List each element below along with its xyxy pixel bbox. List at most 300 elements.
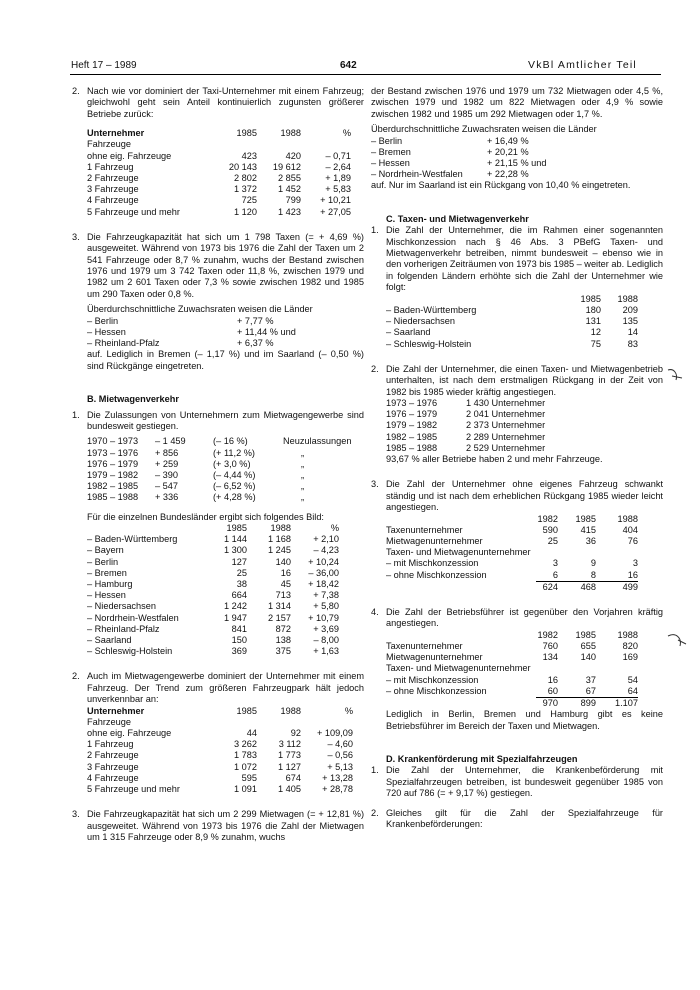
table-header-cell: 1982	[537, 513, 558, 524]
table-row	[87, 207, 351, 218]
table-cell: 1 430 Unternehmer	[466, 397, 546, 408]
table-row	[87, 601, 339, 612]
rental-fleet-table	[87, 706, 353, 796]
table-cell: 1 947	[224, 612, 247, 623]
table-cell: + 1,89	[325, 173, 351, 184]
table-cell: + 336	[155, 492, 179, 503]
table-row	[386, 663, 638, 674]
table-cell: (– 4,44 %)	[213, 469, 256, 480]
table-cell: + 3,69	[313, 623, 339, 634]
table-header-cell	[386, 630, 536, 641]
table-cell: 655	[580, 641, 596, 651]
table-cell: 169	[622, 652, 638, 663]
table-cell: 1 072	[234, 761, 257, 772]
table-cell: + 27,05	[320, 206, 351, 217]
table-cell: 2 157	[268, 612, 291, 623]
table-cell: – 0,56	[327, 750, 353, 761]
item-number: 2.	[371, 363, 379, 374]
table-cell: 404	[622, 524, 638, 535]
table-row	[87, 151, 351, 162]
table-cell: – Berlin	[87, 556, 119, 567]
table-cell: 75	[590, 338, 601, 349]
table-header-row	[386, 630, 638, 641]
table-header-cell: 1985	[575, 513, 596, 524]
paragraph: Die Zahl der Unternehmer, die Krankenbeförderung mit Spezialfahrzeugen betreiben, ist bundesweit gegenüber 1985 von 720 auf 786 (= + 9,17 %) gestiegen.	[386, 765, 663, 799]
table-subheader: Fahrzeuge	[87, 716, 131, 727]
section-title-c: C. Taxen- und Mietwagenverkehr	[386, 213, 529, 224]
table-cell: + 109,09	[316, 728, 353, 739]
table-cell: + 5,83	[325, 184, 351, 195]
table-cell: 760	[542, 641, 558, 651]
table-cell: 135	[622, 316, 638, 327]
header-rule	[70, 74, 661, 75]
table-row	[87, 579, 339, 590]
table-cell: 674	[285, 772, 301, 783]
table-row	[386, 398, 545, 409]
table-cell: – 4,23	[313, 545, 339, 556]
table-cell: ohne eig. Fahrzeuge	[87, 728, 172, 739]
table-header-cell: 1982	[537, 629, 558, 640]
table-cell: Taxen- und Mietwagenunternehmer	[386, 547, 531, 558]
table-cell: 92	[290, 728, 301, 739]
table-cell: 1 144	[224, 534, 247, 545]
table-cell: + 11,44 % und	[237, 326, 296, 337]
table-total-row	[386, 581, 638, 593]
table-cell: – 2,64	[325, 161, 351, 172]
table-cell: 2 855	[278, 173, 301, 184]
table-cell: + 7,77 %	[237, 315, 274, 326]
paragraph: Die Zahl der Betriebsführer ist gegenüber den Vorjahren kräftig angestiegen.	[386, 606, 663, 629]
table-row	[386, 536, 638, 547]
table-row	[87, 316, 296, 327]
table-cell: 209	[622, 304, 638, 315]
table-cell: + 259	[155, 458, 179, 469]
paragraph: auf. Lediglich in Bremen (– 1,17 %) und im Saarland (– 0,50 %) sind Rückgänge eingetreten.	[87, 349, 364, 371]
taxi-item-3	[72, 232, 364, 372]
table-cell: 5 Fahrzeuge und mehr	[87, 784, 180, 795]
growth-intro: Überdurchschnittliche Zuwachsraten weisen die Länder	[87, 304, 313, 315]
table-cell: – 1 459	[155, 436, 186, 447]
table-cell: 83	[627, 338, 638, 349]
table-cell: 2 041 Unternehmer	[466, 409, 546, 420]
item-number: 2.	[72, 86, 80, 96]
table-cell	[386, 698, 536, 710]
table-cell: + 28,78	[322, 784, 353, 795]
item-number: 3.	[72, 231, 80, 242]
table-cell: 1973 – 1976	[87, 447, 139, 458]
growth-intro: Überdurchschnittliche Zuwachsraten weisen die Länder	[371, 124, 597, 135]
table-cell: 1982 – 1985	[386, 431, 438, 442]
paragraph: Gleiches gilt für die Zahl der Spezialfahrzeuge für Krankenbeförderungen:	[386, 807, 663, 830]
table-header-row	[87, 523, 339, 534]
table-cell: 624	[542, 581, 558, 592]
table-cell: + 10,79	[308, 612, 339, 623]
table-cell: – 390	[155, 469, 178, 480]
table-cell: – Hessen	[87, 326, 126, 337]
table-row	[87, 195, 351, 206]
table-cell: – Niedersachsen	[87, 601, 156, 612]
table-row	[87, 750, 353, 761]
table-cell: 664	[231, 590, 247, 601]
table-cell: 36	[585, 535, 596, 546]
table-cell: 2 529 Unternehmer	[466, 442, 546, 453]
table-cell: 44	[246, 728, 257, 739]
table-cell: + 10,24	[308, 556, 339, 567]
table-row	[87, 784, 353, 795]
table-row	[386, 327, 638, 338]
table-cell: 1985 – 1988	[87, 492, 139, 503]
table-cell: 1 783	[234, 750, 257, 761]
table-cell: 1976 – 1979	[87, 458, 139, 469]
table-cell: 1 372	[234, 184, 257, 195]
table-header-cell: 1985	[580, 293, 601, 304]
table-cell: 138	[275, 634, 291, 645]
table-cell: 1 773	[278, 750, 301, 761]
table-cell: Taxenunternehmer	[386, 641, 463, 651]
table-cell: – Schleswig-Holstein	[87, 646, 173, 657]
table-cell: 590	[542, 524, 558, 535]
table-subheader: Fahrzeuge	[87, 139, 131, 150]
table-cell: + 5,13	[327, 761, 353, 772]
table-cell: + 16,49 %	[487, 135, 529, 146]
table-cell: – Rheinland-Pfalz	[87, 338, 160, 349]
item-number: 1.	[72, 409, 80, 420]
table-header-row	[87, 706, 353, 717]
table-cell: 131	[585, 316, 601, 327]
table-cell: + 22,28 %	[487, 169, 529, 180]
note: 93,67 % aller Betriebe haben 2 und mehr Fahrzeuge.	[386, 453, 603, 464]
table-cell: (+ 3,0 %)	[213, 458, 251, 469]
table-cell: + 1,63	[313, 646, 339, 657]
ambulance-item-2	[371, 808, 663, 831]
table-cell: 1979 – 1982	[87, 469, 139, 480]
table-cell: 54	[627, 674, 638, 685]
table-row	[386, 547, 638, 558]
table-header-cell: 1988	[617, 293, 638, 304]
table-header-cell: 1988	[280, 705, 301, 716]
table-header-cell: 1988	[617, 513, 638, 524]
table-cell: 38	[236, 578, 247, 589]
table-cell: 369	[231, 646, 247, 657]
table-row	[87, 492, 351, 503]
table-cell: 2 802	[234, 173, 257, 184]
table-cell: 60	[536, 686, 558, 698]
table-cell: – Hessen	[371, 158, 410, 169]
table-row	[371, 169, 547, 180]
table-cell: 9	[590, 558, 596, 569]
paragraph: Die Zahl der Unternehmer ohne eigenes Fahrzeug schwankt ständig und ist nach dem erheblichen Rückgang 1985 wieder leicht angestiegen.	[386, 479, 663, 513]
table-cell: (+ 4,28 %)	[213, 492, 256, 503]
table-row	[87, 739, 353, 750]
table-header-cell: 1988	[280, 128, 301, 139]
table-cell: 76	[627, 535, 638, 546]
table-row	[87, 773, 353, 784]
table-cell: 64	[596, 686, 638, 698]
table-cell: 1 091	[234, 784, 257, 795]
table-cell: + 2,10	[313, 534, 339, 545]
table-cell: 8	[558, 570, 596, 582]
table-header-cell: 1985	[575, 629, 596, 640]
table-cell: 1 314	[268, 601, 291, 612]
header-publication: VkBl Amtlicher Teil	[528, 59, 637, 71]
table-cell: – Nordrhein-Westfalen	[87, 612, 179, 623]
table-cell: 1 245	[268, 545, 291, 556]
table-row	[386, 432, 545, 443]
table-cell: – Baden-Württemberg	[87, 534, 178, 545]
table-row	[87, 762, 353, 773]
table-row	[386, 558, 638, 569]
table-cell: + 20,21 %	[487, 146, 529, 157]
table-row	[87, 481, 351, 492]
table-header-cell: 1988	[270, 522, 291, 533]
table-cell: 468	[580, 581, 596, 592]
paragraph: Nach wie vor dominiert der Taxi-Unternehmer mit einem Fahrzeug; gleichwohl geht sein Anteil kontinuierlich zugunsten größerer Betriebe zurück:	[87, 86, 364, 119]
table-cell: 5 Fahrzeuge und mehr	[87, 206, 180, 217]
operators-table	[386, 398, 545, 454]
table-header-cell: 1985	[236, 128, 257, 139]
table-row	[371, 158, 547, 169]
item-number: 4.	[371, 606, 379, 617]
table-row	[386, 675, 638, 686]
table-header-cell: 1988	[617, 629, 638, 640]
table-row	[386, 641, 638, 652]
table-cell: (– 16 %)	[213, 436, 248, 447]
no-vehicle-table	[386, 514, 638, 593]
table-cell: 1 Fahrzeug	[87, 739, 134, 750]
table-cell: 37	[585, 674, 596, 685]
table-cell: 970	[542, 698, 558, 709]
table-cell: 1.107	[615, 698, 638, 709]
table-cell: 4 Fahrzeuge	[87, 195, 139, 206]
table-cell: (+ 11,2 %)	[213, 447, 255, 458]
table-cell: (– 6,52 %)	[213, 481, 256, 492]
table-cell: ohne eig. Fahrzeuge	[87, 150, 172, 161]
table-header-cell: %	[330, 522, 339, 533]
table-cell: – Niedersachsen	[386, 316, 455, 327]
table-cell: – Bremen	[371, 146, 411, 157]
table-cell: „	[301, 481, 305, 492]
table-header-cell: Unternehmer	[87, 705, 145, 716]
paragraph: auf. Nur im Saarland ist ein Rückgang von 10,40 % eingetreten.	[371, 180, 631, 191]
mixed-item-1	[371, 225, 663, 349]
table-cell: 2 Fahrzeuge	[87, 750, 139, 761]
table-header-row	[386, 294, 638, 305]
table-cell: 45	[280, 578, 291, 589]
table-cell: 899	[580, 698, 596, 709]
mixed-item-3	[371, 479, 663, 593]
table-header-row	[386, 514, 638, 525]
table-cell: 20 143	[228, 161, 257, 172]
table-row	[87, 728, 353, 739]
table-cell: 1 Fahrzeug	[87, 161, 134, 172]
table-cell: – Saarland	[87, 634, 132, 645]
table-cell: + 10,21	[320, 195, 351, 206]
table-cell: 713	[275, 590, 291, 601]
table-cell: 595	[241, 772, 257, 783]
margin-mark-icon	[666, 366, 686, 384]
table-row	[386, 316, 638, 327]
item-number: 2.	[371, 807, 379, 818]
table-cell: – Saarland	[386, 327, 431, 338]
table-cell: 16	[596, 570, 638, 582]
table-cell: – ohne Mischkonzession	[386, 685, 487, 696]
table-cell: Mietwagenunternehmer	[386, 652, 483, 663]
taxi-fleet-table	[87, 128, 351, 218]
table-cell: – Rheinland-Pfalz	[87, 623, 160, 634]
table-cell: Taxen- und Mietwagenunternehmer	[386, 663, 531, 674]
table-row	[87, 646, 339, 657]
note: Lediglich in Berlin, Bremen und Hamburg gibt es keine Betriebsführer im Bereich der Taxen und Mietwagen.	[386, 709, 663, 731]
table-header-cell	[87, 523, 212, 534]
table-cell: – Berlin	[87, 315, 119, 326]
laender-intro: Für die einzelnen Bundesländer ergibt sich folgendes Bild:	[87, 511, 324, 522]
table-row	[87, 173, 351, 184]
table-cell: 2 Fahrzeuge	[87, 173, 139, 184]
table-row	[386, 525, 638, 536]
table-cell: + 5,80	[313, 601, 339, 612]
header-page-number: 642	[340, 60, 357, 71]
table-cell: 423	[241, 150, 257, 161]
table-cell: 14	[627, 327, 638, 338]
table-cell: 872	[275, 623, 291, 634]
table-cell: – Bremen	[87, 567, 127, 578]
table-cell: 1985 – 1988	[386, 442, 438, 453]
table-cell: 375	[275, 646, 291, 657]
laender-table	[87, 523, 339, 657]
table-header-cell: Unternehmer	[87, 128, 145, 139]
table-cell: – Nordrhein-Westfalen	[371, 169, 463, 180]
table-row	[87, 557, 339, 568]
table-row	[87, 470, 351, 481]
table-cell: – 547	[155, 481, 178, 492]
table-row	[371, 136, 547, 147]
header-issue: Heft 17 – 1989	[71, 60, 137, 71]
table-row	[87, 624, 339, 635]
table-cell: „	[301, 469, 305, 480]
table-cell: 725	[241, 195, 257, 206]
table-cell: 134	[542, 652, 558, 663]
table-cell: – mit Mischkonzession	[386, 674, 479, 685]
margin-mark-icon	[666, 630, 688, 654]
table-row	[386, 570, 638, 582]
table-cell: – Hessen	[87, 590, 126, 601]
table-row	[386, 339, 638, 350]
table-row	[87, 327, 296, 338]
table-cell: 1 405	[278, 784, 301, 795]
table-row	[87, 568, 339, 579]
paragraph: Die Zulassungen von Unternehmern zum Mietwagengewerbe sind bundesweit gestiegen.	[87, 409, 364, 431]
table-header-cell: %	[344, 705, 353, 716]
table-cell: 140	[275, 556, 291, 567]
table-cell: 1 168	[268, 534, 291, 545]
table-cell: – Berlin	[371, 135, 403, 146]
table-cell: 820	[622, 641, 638, 651]
table-row	[87, 613, 339, 624]
table-header-cell: 1985	[236, 705, 257, 716]
table-row	[87, 590, 339, 601]
table-cell: 1 423	[278, 206, 301, 217]
table-cell: 1 242	[224, 601, 247, 612]
table-row	[386, 409, 545, 420]
table-cell: 1 127	[278, 761, 301, 772]
section-title-b: B. Mietwagenverkehr	[87, 394, 179, 405]
table-header-row	[87, 128, 351, 139]
registrations-table	[87, 436, 351, 503]
table-cell: + 7,38	[313, 590, 339, 601]
table-cell: 4 Fahrzeuge	[87, 772, 139, 783]
table-cell: 127	[231, 556, 247, 567]
table-cell: 1979 – 1982	[386, 420, 438, 431]
paragraph: Die Zahl der Unternehmer, die einen Taxen- und Mietwagenbetrieb unterhalten, ist nach dem erstmaligen Rückgang in der Zeit von 1982 bis 1985 wieder kräftig angestiegen.	[386, 363, 663, 397]
table-cell: 67	[558, 686, 596, 698]
table-cell: 25	[236, 567, 247, 578]
table-cell: 3 262	[234, 739, 257, 750]
item-number: 3.	[371, 479, 379, 490]
table-header-cell	[386, 514, 536, 525]
table-cell: – 4,60	[327, 739, 353, 750]
table-cell: 1982 – 1985	[87, 481, 139, 492]
managers-table	[386, 630, 638, 709]
table-cell: 1 452	[278, 184, 301, 195]
table-cell: + 18,42	[308, 578, 339, 589]
ambulance-item-1	[371, 765, 663, 799]
table-cell: – Hamburg	[87, 578, 133, 589]
table-cell: „	[301, 447, 305, 458]
table-cell: 799	[285, 195, 301, 206]
table-cell: – ohne Mischkonzession	[386, 569, 487, 580]
table-cell: 6	[536, 570, 558, 582]
section-title-d: D. Krankenförderung mit Spezialfahrzeugen	[386, 754, 578, 765]
table-cell: – Bayern	[87, 545, 124, 556]
table-cell: – Baden-Württemberg	[386, 304, 477, 315]
table-row	[87, 436, 351, 447]
table-header-cell: 1985	[226, 522, 247, 533]
table-cell: 16	[547, 674, 558, 685]
paragraph: Die Fahrzeugkapazität hat sich um 1 798 Taxen (= + 4,69 %) ausgeweitet. Während von 1973 bis 1976 die Zahl der Taxen um 2 541 Fahrzeuge oder 8,7 % zunahm, wuchs der Bestand zwischen 1976 und 1979 um 3 742 Taxen oder 11,8 %, zwischen 1979 und 1982 um 2 601 Taxen oder 7,3 % sowie zwischen 1982 und 1985 um 290 Taxen oder 0,8 %.	[87, 231, 364, 299]
table-cell: 16	[280, 567, 291, 578]
table-header-cell: %	[342, 128, 351, 139]
right-column	[371, 86, 663, 830]
rental-item-1	[72, 410, 364, 658]
table-cell: 3 Fahrzeuge	[87, 761, 139, 772]
mixed-item-2	[371, 364, 663, 466]
table-cell: „	[301, 492, 305, 503]
table-cell: Mietwagenunternehmer	[386, 535, 483, 546]
table-cell: + 6,37 %	[237, 338, 274, 349]
table-cell: 499	[622, 581, 638, 592]
table-cell: 1970 – 1973	[87, 436, 139, 447]
table-cell: 180	[585, 304, 601, 315]
table-cell: 2 289 Unternehmer	[466, 431, 546, 442]
item-number: 1.	[371, 765, 379, 776]
table-cell: 1 120	[234, 206, 257, 217]
table-cell: 415	[580, 524, 596, 535]
table-row	[87, 545, 339, 556]
table-row	[87, 162, 351, 173]
table-row	[87, 635, 339, 646]
growth-table	[371, 136, 547, 181]
table-cell: 1973 – 1976	[386, 397, 438, 408]
table-cell: 1 300	[224, 545, 247, 556]
table-cell: + 856	[155, 447, 179, 458]
table-cell: – Schleswig-Holstein	[386, 338, 472, 349]
table-cell: 19 612	[272, 161, 301, 172]
paragraph: Auch im Mietwagengewerbe dominiert der Unternehmer mit einem Fahrzeug. Der Trend zum größeren Fahrzeugpark hält jedoch unverkennbar an:	[87, 671, 364, 705]
table-row	[87, 338, 296, 349]
paragraph: Die Fahrzeugkapazität hat sich um 2 299 Mietwagen (= + 12,81 %) ausgeweitet. Während von 1973 bis 1976 die Zahl der Mietwagen um 1 315 Fahrzeuge oder 8,9 % zunahm, wuchs	[87, 809, 364, 843]
table-cell: 150	[231, 634, 247, 645]
table-header-cell	[386, 294, 576, 305]
